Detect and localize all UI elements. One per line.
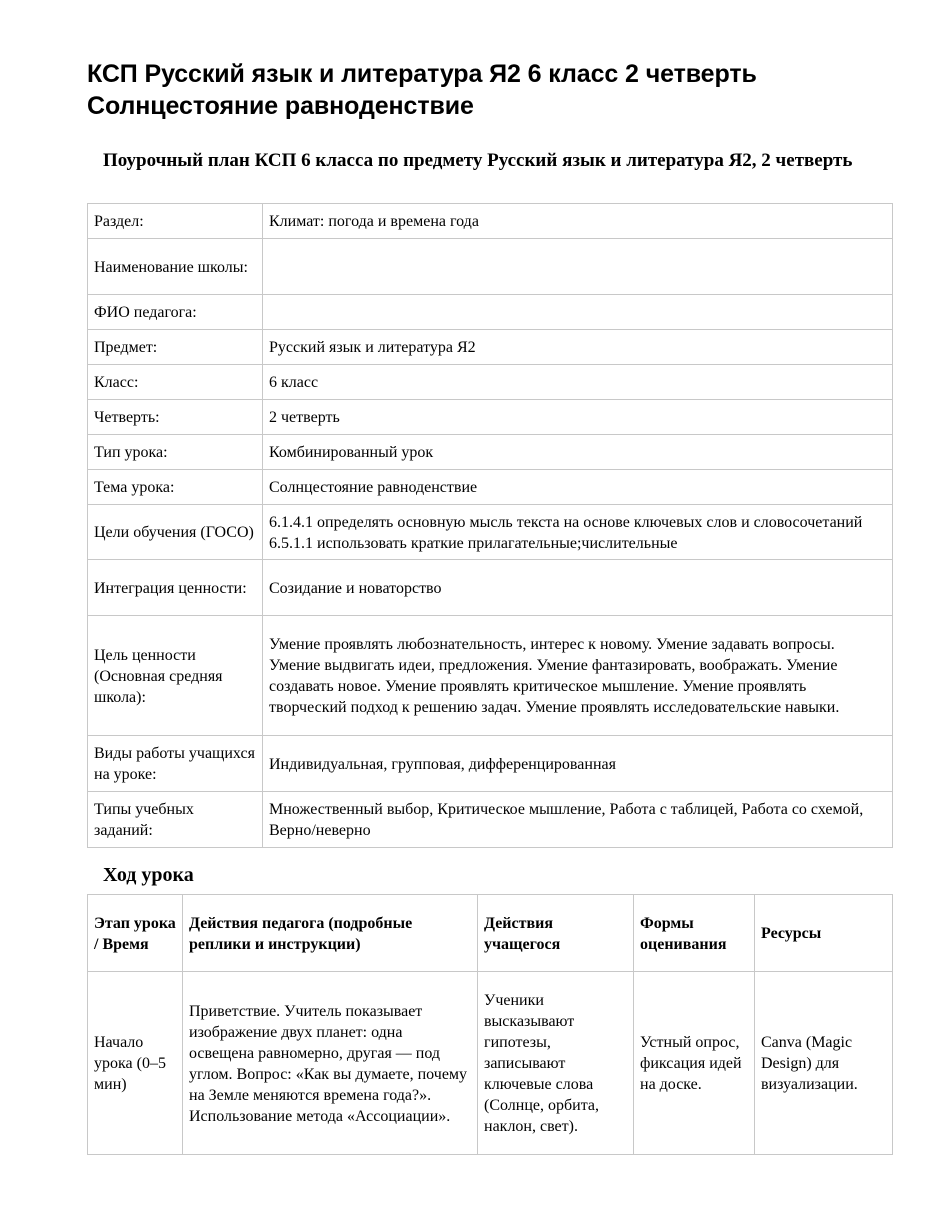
- table-row: [88, 505, 893, 560]
- plan-subtitle: Поурочный план КСП 6 класса по предмету Русский язык и литература Я2, 2 четверть: [103, 150, 853, 171]
- row-value: Умение проявлять любознательность, интерес к новому. Умение задавать вопросы. Умение выдвигать идеи, предложения. Умение фантазировать, воображать. Умение создавать новое. Умение проявлять критическое мышление. Умение проявлять творческий подход к решению задач. Умение проявлять исследовательские навыки.: [263, 616, 893, 736]
- cell-resources: Canva (Magic Design) для визуализации.: [755, 972, 893, 1155]
- row-label: Типы учебных заданий:: [88, 792, 263, 848]
- column-header-resources: Ресурсы: [755, 895, 893, 972]
- row-label: Интеграция ценности:: [88, 560, 263, 616]
- row-value: Русский язык и литература Я2: [263, 330, 893, 365]
- table-row: [88, 616, 893, 736]
- row-label: Наименование школы:: [88, 239, 263, 295]
- column-header-stage: Этап урока / Время: [88, 895, 183, 972]
- table-row: [88, 295, 893, 330]
- row-label: Виды работы учащихся на уроке:: [88, 736, 263, 792]
- row-value: Созидание и новаторство: [263, 560, 893, 616]
- document-title: КСП Русский язык и литература Я2 6 класс 2 четверть Солнцестояние равноденствие: [87, 60, 757, 120]
- column-header-student: Действия учащегося: [478, 895, 634, 972]
- table-row: [88, 560, 893, 616]
- table-row: [88, 470, 893, 505]
- row-label: Раздел:: [88, 204, 263, 239]
- row-label: Предмет:: [88, 330, 263, 365]
- table-row: [88, 239, 893, 295]
- row-value: 6 класс: [263, 365, 893, 400]
- row-value: Комбинированный урок: [263, 435, 893, 470]
- table-row: [88, 972, 893, 1155]
- row-label: ФИО педагога:: [88, 295, 263, 330]
- cell-teacher-actions: Приветствие. Учитель показывает изображение двух планет: одна освещена равномерно, другая — под углом. Вопрос: «Как вы думаете, почему на Земле меняются времена года?». Использование метода «Ассоциации».: [183, 972, 478, 1155]
- row-value: 2 четверть: [263, 400, 893, 435]
- cell-student-actions: Ученики высказывают гипотезы, записывают ключевые слова (Солнце, орбита, наклон, свет).: [478, 972, 634, 1155]
- table-row: [88, 736, 893, 792]
- row-label: Тема урока:: [88, 470, 263, 505]
- cell-assessment: Устный опрос, фиксация идей на доске.: [634, 972, 755, 1155]
- cell-stage: Начало урока (0–5 мин): [88, 972, 183, 1155]
- table-row: [88, 792, 893, 848]
- table-row: [88, 365, 893, 400]
- row-label: Цели обучения (ГОСО): [88, 505, 263, 560]
- lesson-info-table: [87, 203, 893, 848]
- lesson-progress-table: [87, 894, 893, 1155]
- lesson-progress-heading: Ход урока: [103, 864, 194, 886]
- row-value: Индивидуальная, групповая, дифференцированная: [263, 736, 893, 792]
- row-label: Тип урока:: [88, 435, 263, 470]
- table-row: [88, 400, 893, 435]
- row-label: Класс:: [88, 365, 263, 400]
- row-value: [263, 239, 893, 295]
- row-value: Множественный выбор, Критическое мышление, Работа с таблицей, Работа со схемой, Верно/неверно: [263, 792, 893, 848]
- row-value: [263, 295, 893, 330]
- document-page: [87, 58, 893, 1135]
- column-header-teacher: Действия педагога (подробные реплики и инструкции): [183, 895, 478, 972]
- row-value: Климат: погода и времена года: [263, 204, 893, 239]
- table-header-row: [88, 895, 893, 972]
- row-label: Цель ценности (Основная средняя школа):: [88, 616, 263, 736]
- table-row: [88, 330, 893, 365]
- table-row: [88, 435, 893, 470]
- table-row: [88, 204, 893, 239]
- row-value: Солнцестояние равноденствие: [263, 470, 893, 505]
- row-label: Четверть:: [88, 400, 263, 435]
- column-header-assessment: Формы оценивания: [634, 895, 755, 972]
- row-value: 6.1.4.1 определять основную мысль текста на основе ключевых слов и словосочетаний 6.5.1.1 использовать краткие прилагательные;числительные: [263, 505, 893, 560]
